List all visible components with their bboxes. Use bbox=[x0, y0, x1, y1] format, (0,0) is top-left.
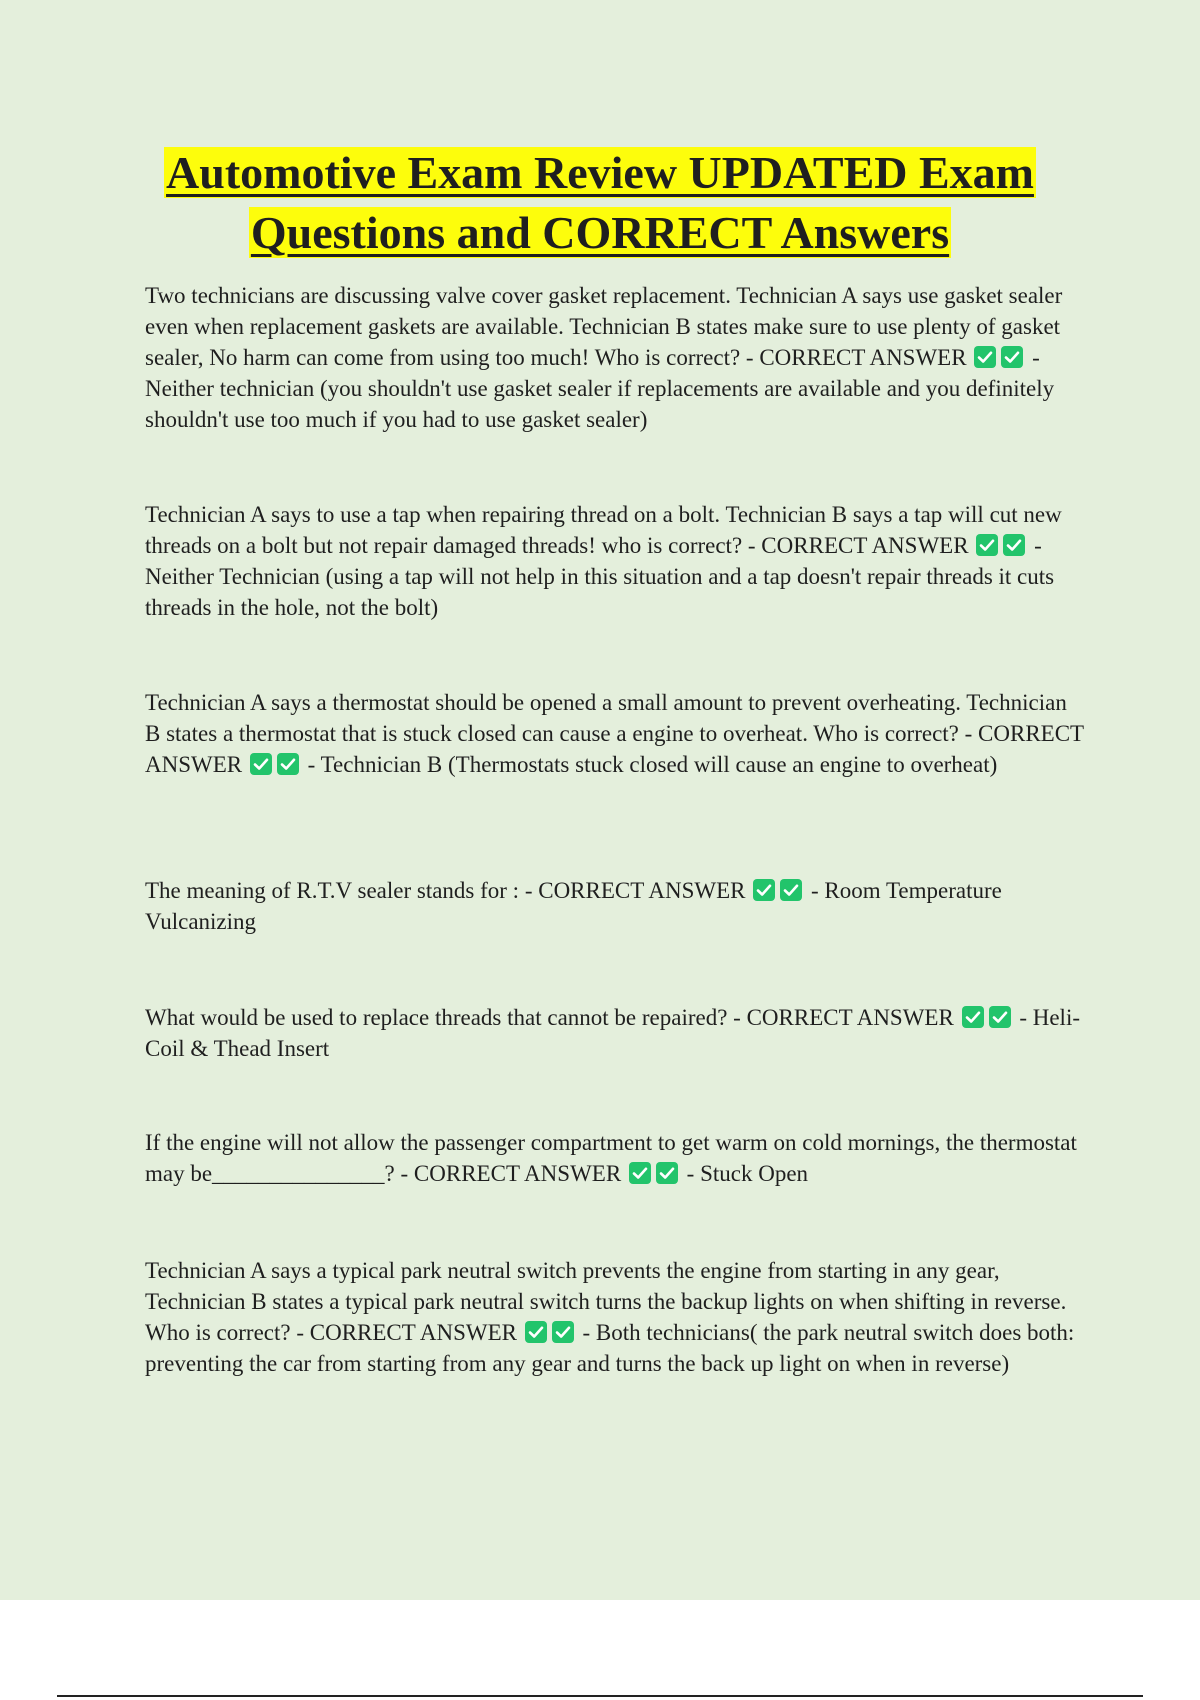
check-mark-icon bbox=[277, 753, 299, 775]
question-text: The meaning of R.T.V sealer stands for : - CORRECT ANSWER bbox=[145, 878, 752, 903]
check-mark-icon bbox=[656, 1162, 678, 1184]
question-text: What would be used to replace threads that cannot be repaired? - CORRECT ANSWER bbox=[145, 1005, 960, 1030]
answer-text: - Both technicians( the park neutral switch does both: preventing the car from starting from any gear and turns the back up light on when in reverse) bbox=[145, 1320, 1075, 1376]
check-mark-icon bbox=[552, 1321, 574, 1343]
question-text: Technician A says to use a tap when repairing thread on a bolt. Technician B says a tap will cut new threads on a bolt but not repair damaged threads! who is correct? - CORRECT ANSWER bbox=[145, 502, 1062, 558]
qa-item-6 bbox=[145, 1127, 1085, 1189]
check-mark-icon bbox=[525, 1321, 547, 1343]
answer-text: - Neither technician (you shouldn't use gasket sealer if replacements are available and you definitely shouldn't use too much if you had to use gasket sealer) bbox=[145, 345, 1055, 432]
page-footer-rule bbox=[57, 1695, 1143, 1697]
check-mark-icon bbox=[780, 879, 802, 901]
qa-item-1 bbox=[145, 280, 1085, 435]
check-mark-icon bbox=[962, 1006, 984, 1028]
question-text: If the engine will not allow the passenger compartment to get warm on cold mornings, the thermostat may be_______________? - CORRECT ANSWER bbox=[145, 1130, 1077, 1186]
check-mark-icon bbox=[629, 1162, 651, 1184]
qa-item-7 bbox=[145, 1255, 1085, 1379]
answer-text: - Room Temperature Vulcanizing bbox=[145, 878, 1002, 934]
check-mark-icon bbox=[976, 534, 998, 556]
answer-text: - Heli-Coil & Thead Insert bbox=[145, 1005, 1080, 1061]
qa-item-2 bbox=[145, 499, 1085, 623]
check-mark-icon bbox=[1001, 346, 1023, 368]
check-mark-icon bbox=[1003, 534, 1025, 556]
answer-text: - Technician B (Thermostats stuck closed will cause an engine to overheat) bbox=[301, 752, 998, 777]
check-mark-icon bbox=[753, 879, 775, 901]
title-line-2: Questions and CORRECT Answers bbox=[250, 207, 950, 258]
answer-text: - Neither Technician (using a tap will not help in this situation and a tap doesn't repair threads it cuts threads in the hole, not the bolt) bbox=[145, 533, 1055, 620]
question-text: Two technicians are discussing valve cover gasket replacement. Technician A says use gasket sealer even when replacement gaskets are available. Technician B states make sure to use plenty of gasket sealer, No harm can come from using too much! Who is correct? - CORRECT ANSWER bbox=[145, 283, 1063, 370]
qa-item-3 bbox=[145, 687, 1085, 780]
qa-item-5 bbox=[145, 1002, 1085, 1064]
document-title bbox=[100, 143, 1100, 263]
question-text: Technician A says a thermostat should be opened a small amount to prevent overheating. Technician B states a thermostat that is stuck closed can cause a engine to overheat. Who is correct? - CORRECT ANSWER bbox=[145, 690, 1084, 777]
question-text: Technician A says a typical park neutral switch prevents the engine from starting in any gear, Technician B states a typical park neutral switch turns the backup lights on when shifting in reverse. Who is correct? - CORRECT ANSWER bbox=[145, 1258, 1067, 1345]
qa-item-4 bbox=[145, 875, 1085, 937]
check-mark-icon bbox=[974, 346, 996, 368]
answer-text: - Stuck Open bbox=[680, 1161, 809, 1186]
check-mark-icon bbox=[989, 1006, 1011, 1028]
check-mark-icon bbox=[250, 753, 272, 775]
title-line-1: Automotive Exam Review UPDATED Exam bbox=[166, 147, 1034, 198]
